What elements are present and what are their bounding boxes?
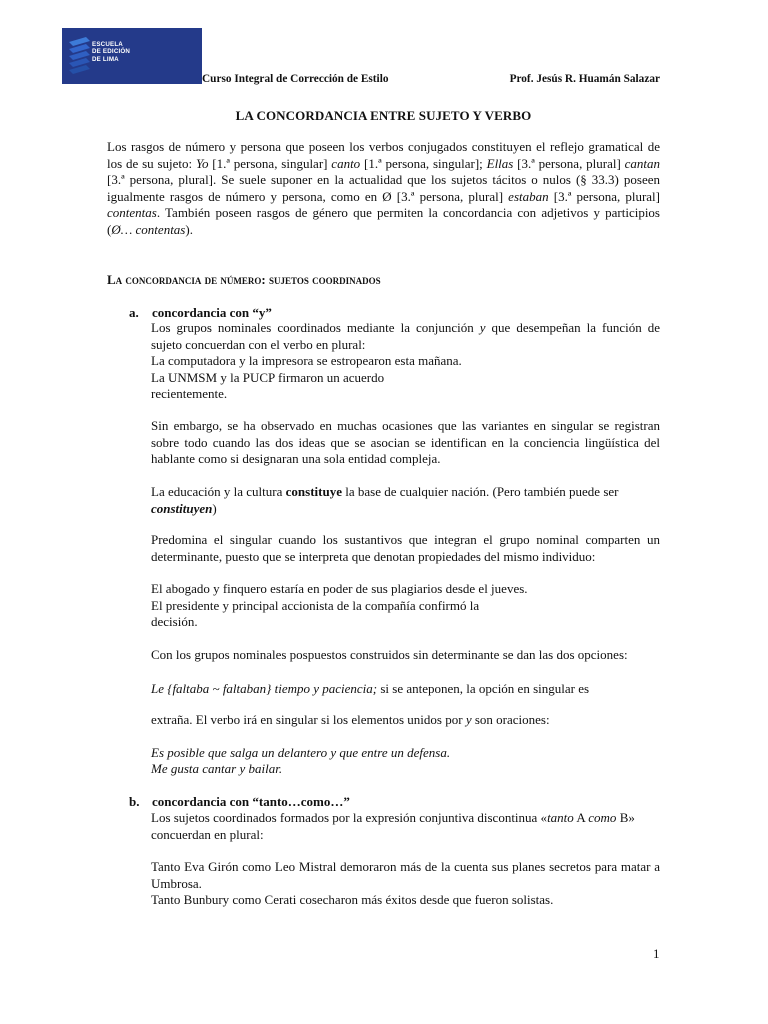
intro-paragraph: Los rasgos de número y persona que poseen los verbos conjugados constituyen el reflejo gramatical de los de su sujeto: Yo [1.ª persona, singular] canto [1.ª persona, singular]; Ellas [3.ª persona, plural] cantan [3.ª persona, plural]. Se suele suponer en la actualidad que los sujetos tácitos o nulos (§ 33.3) poseen igualmente rasgos de número y persona, como en Ø [3.ª persona, plural] estaban [3.ª persona, plural] contentas. También poseen rasgos de género que permiten la concordancia con adjetivos y participios (Ø… contentas).: [107, 139, 661, 237]
item-a-paragraph-1: Los grupos nominales coordinados mediante la conjunción y que desempeñan la función de sujeto concuerdan con el verbo en plural:: [151, 320, 661, 352]
example-sentence: Tanto Eva Girón como Leo Mistral demoraron más de la cuenta sus planes secretos para matar a Umbrosa.: [151, 859, 660, 891]
item-a-letter: a.: [129, 305, 139, 320]
item-a-paragraph-7: extraña. El verbo irá en singular si los elementos unidos por y son oraciones:: [151, 712, 550, 727]
item-a-paragraph-6: Le {faltaba ~ faltaban} tiempo y paciencia; si se anteponen, la opción en singular es: [151, 681, 590, 696]
school-logo: [62, 28, 202, 84]
book-stack-icon: [66, 36, 92, 78]
logo-line-2: DE EDICIÓN: [92, 48, 131, 56]
logo-text: [92, 41, 130, 63]
item-a-paragraph-2: Sin embargo, se ha observado en muchas ocasiones que las variantes en singular se registran sobre todo cuando las dos ideas que se asocian se identifican en la conciencia lingüística del hablante como si designaran una sola entidad compleja.: [151, 418, 660, 466]
example-sentence: Me gusta cantar y bailar.: [151, 761, 283, 776]
example-sentence: Tanto Bunbury como Cerati cosecharon más éxitos desde que fueron solistas.: [151, 892, 554, 907]
example-sentence: recientemente.: [151, 386, 228, 401]
example-sentence: El presidente y principal accionista de la compañía confirmó la: [151, 598, 480, 613]
example-sentence: El abogado y finquero estaría en poder de sus plagiarios desde el jueves.: [151, 581, 528, 596]
item-b-paragraph-1: Los sujetos coordinados formados por la expresión conjuntiva discontinua «tanto A como B» concuerdan en plural:: [151, 810, 635, 842]
example-sentence: La computadora y la impresora se estropearon esta mañana.: [151, 353, 462, 368]
item-a-heading: concordancia con “y”: [152, 305, 272, 320]
page-title: LA CONCORDANCIA ENTRE SUJETO Y VERBO: [235, 108, 532, 123]
item-b-letter: b.: [129, 794, 140, 809]
item-a-paragraph-3: La educación y la cultura constituye la base de cualquier nación. (Pero también puede ser constituyen): [151, 484, 619, 516]
example-sentence: La UNMSM y la PUCP firmaron un acuerdo: [151, 370, 385, 385]
logo-line-3: DE LIMA: [92, 55, 119, 63]
section-title: La concordancia de número: sujetos coordinados: [107, 272, 381, 287]
item-a-paragraph-4: Predomina el singular cuando los sustantivos que integran el grupo nominal comparten un determinante, puesto que se interpreta que denotan propiedades del mismo individuo:: [151, 532, 660, 564]
page-number: 1: [653, 946, 660, 961]
item-b-heading: concordancia con “tanto…como…”: [152, 794, 350, 809]
item-a-paragraph-5: Con los grupos nominales pospuestos construidos sin determinante se dan las dos opciones:: [151, 647, 628, 662]
course-name: Curso Integral de Corrección de Estilo: [202, 73, 389, 85]
example-sentence: Es posible que salga un delantero y que entre un defensa.: [151, 745, 451, 760]
professor-name: Prof. Jesús R. Huamán Salazar: [509, 73, 660, 85]
logo-line-1: ESCUELA: [92, 41, 123, 48]
example-sentence: decisión.: [151, 614, 198, 629]
